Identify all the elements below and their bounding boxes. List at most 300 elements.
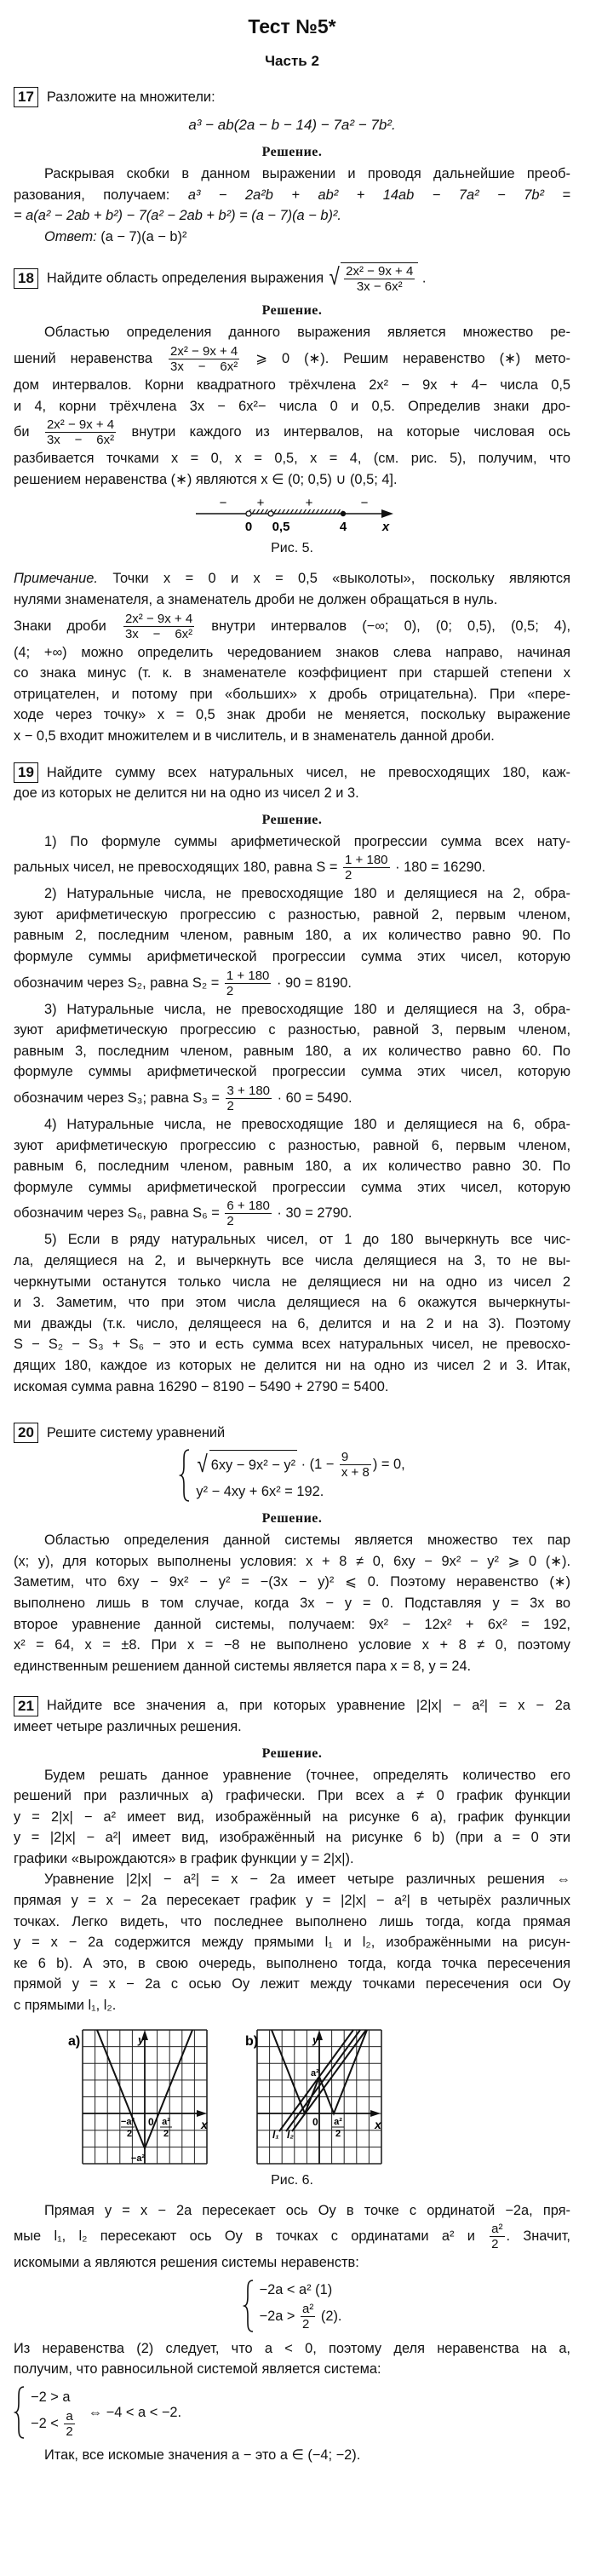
- text-run: ла, делящиеся на 2, и вычеркнуть все числа делящиеся на 3, то не вы-: [14, 1253, 570, 1268]
- paragraph: [14, 999, 570, 1114]
- paragraph: [14, 1229, 570, 1397]
- text-run: формуле суммы арифметической прогрессии сумма этих чисел, которую: [14, 1064, 570, 1080]
- text-run: · 60 = 5490.: [273, 1090, 352, 1106]
- inequality-system: [14, 2279, 570, 2333]
- fraction-numerator: 9: [340, 1451, 371, 1465]
- equation-line: [31, 2408, 77, 2440]
- brace-icon: [14, 2385, 26, 2440]
- tick-label-denominator: 2: [163, 2128, 169, 2139]
- fraction-numerator: 1 + 180: [345, 853, 388, 868]
- solution-text: [14, 164, 570, 247]
- task-prompt: Разложите на множители:: [46, 89, 215, 105]
- text-run: (a − 7)(a − b)²: [96, 228, 187, 244]
- solution-heading: Решение.: [261, 812, 323, 827]
- vertex-label: −a²: [130, 2153, 146, 2164]
- text-line: [14, 1334, 570, 1355]
- task-header: [14, 87, 570, 107]
- fraction-denominator: x + 8: [341, 1464, 370, 1480]
- fraction: [64, 2410, 74, 2438]
- text-line: [14, 968, 570, 999]
- l1-label: l₁: [272, 2128, 279, 2141]
- paragraph: [14, 1716, 570, 1738]
- text-run: Раскрывая скобки в данном выражении и проводя дальнейшие преоб-: [44, 166, 570, 181]
- text-line: [14, 642, 570, 664]
- text-line: [14, 1272, 570, 1293]
- text-line: [14, 1377, 570, 1398]
- text-run: Найдите область определения выражения: [46, 270, 328, 286]
- text-run: со знака минус (т. к. в знаменателе коэффициент при старшей степени x: [14, 665, 570, 681]
- task-prompt-continued: [14, 1716, 570, 1738]
- paragraph: [14, 783, 570, 804]
- paragraph: [14, 1530, 570, 1676]
- line-l2: [292, 2030, 366, 2131]
- text-run: y = |2|x| − a²| имеет вид, изображённый на рисунке 6 b) (при a = 0 эти: [14, 1830, 570, 1846]
- fraction: [45, 418, 116, 446]
- text-line: [14, 946, 570, 968]
- text-run: зуют арифметическую прогрессию с разностью, равной 6, первым членом,: [14, 1137, 570, 1153]
- text-run: 5) Если в ряду натуральных чисел, от 1 до 180 вычеркнуть все чис-: [44, 1232, 570, 1248]
- text-line: [14, 684, 570, 705]
- part-heading: Часть 2: [265, 53, 319, 69]
- text-run: и 4, корни трёхчлена 3x − 6x²− числа 0 и 0,5. Определив знаки дро-: [14, 398, 570, 414]
- fraction-denominator: 2: [226, 1099, 234, 1114]
- text-run: −2a >: [259, 2309, 299, 2325]
- text-line: [14, 1551, 570, 1573]
- solution-heading: Решение.: [261, 303, 323, 319]
- task-prompt-continued: [14, 783, 570, 804]
- task-number-badge: 18: [14, 268, 38, 289]
- text-line: [14, 611, 570, 642]
- text-line: [14, 2338, 570, 2360]
- text-run: обозначим через S₃; равна S₃ =: [14, 1090, 224, 1106]
- text-line: [14, 1041, 570, 1062]
- text-run: дое из которых не делится ни на одно из чисел 2 и 3.: [14, 785, 359, 802]
- text-run: 4) Натуральные числа, не превосходящие 180 и делящиеся на 6, обра-: [44, 1117, 570, 1133]
- text-run: искомая сумма равна 16290 − 8190 − 5490 + 2790 = 5400.: [14, 1378, 389, 1394]
- text-run: мые l₁, l₂ пересекают ось Oy в точках с ординатами a² и: [14, 2228, 489, 2245]
- figure-caption: Рис. 5.: [271, 541, 313, 556]
- text-line: [14, 417, 570, 448]
- text-run: решений при различных a) графически. При всех a ≠ 0 график функции: [14, 1788, 570, 1804]
- text-line: [14, 1177, 570, 1199]
- text-line: [14, 1785, 570, 1807]
- text-line: [14, 205, 570, 227]
- text-run: ральных чисел, не превосходящих 180, равна S =: [14, 860, 342, 876]
- text-run: точках. Легко видеть, что последнее выполнено лишь тогда, когда прямая: [14, 1913, 570, 1929]
- text-run: отрицателен, и потому при «больших» x дробь отрицательна). При «пере-: [14, 686, 570, 702]
- arrow-icon: [197, 2110, 207, 2117]
- text-line: [14, 185, 570, 206]
- text-line: [14, 1020, 570, 1041]
- fraction: [340, 1451, 371, 1479]
- solution-heading: Решение.: [261, 1511, 323, 1527]
- sign-label: −: [360, 496, 369, 511]
- fraction-denominator: 2: [491, 2237, 499, 2252]
- paragraph: [14, 2338, 570, 2380]
- graph-b-tag: b): [245, 2033, 259, 2049]
- task-prompt: [47, 262, 570, 295]
- solution-text: [14, 1530, 570, 1676]
- paragraph: [14, 1114, 570, 1229]
- filled-point-4: [341, 511, 346, 516]
- text-line: [14, 905, 570, 926]
- text-run: y² − 4xy + 6x² = 192.: [196, 1483, 324, 1499]
- tick-label-numerator: −a²: [120, 2116, 135, 2127]
- text-line: [14, 164, 570, 185]
- text-line: [14, 883, 570, 905]
- equation-line: [260, 2279, 342, 2301]
- text-run: равным 3, последним членом, равным 180, а их количество равно 60. По: [14, 1043, 570, 1059]
- text-run: дящих 180, каждое из которых не делится ни на одно из чисел 2 и 3. Итак,: [14, 1357, 570, 1373]
- task-number-badge: 17: [14, 87, 38, 107]
- text-line: [14, 1807, 570, 1828]
- italic-text: Примечание.: [14, 571, 98, 587]
- system-result: ⇔ −4 < a < −2.: [88, 2404, 182, 2420]
- fraction-numerator: a²: [491, 2222, 503, 2237]
- task-formula: a³ − ab(2a − b − 14) − 7a² − 7b².: [188, 117, 396, 133]
- solution-text: [14, 322, 570, 490]
- text-run: равным 6, последним членом, равным 180, а их количество равно 30. По: [14, 1159, 570, 1175]
- text-line: [14, 1114, 570, 1136]
- open-point-0: [246, 511, 251, 516]
- text-run: нулями знаменателя, а знаменатель дроби не должен обращаться в нуль.: [14, 591, 498, 607]
- text-run: −2 <: [31, 2415, 63, 2431]
- equation-system: [14, 1448, 570, 1503]
- text-line: [14, 999, 570, 1021]
- solution-text: [14, 1765, 570, 2016]
- text-run: обозначим через S₂, равна S₂ =: [14, 975, 223, 991]
- text-line: [14, 663, 570, 684]
- italic-text: Ответ:: [44, 228, 97, 244]
- text-run: внутри интервалов (−∞; 0), (0; 0,5), (0,5; 4),: [196, 618, 570, 634]
- fraction: [225, 969, 271, 998]
- text-line: [14, 448, 570, 469]
- task-header: [14, 1695, 570, 1716]
- solution-text: [14, 2338, 570, 2380]
- text-run: графики «вырождаются» в график функции y = 2|x|).: [14, 1850, 354, 1866]
- fraction-denominator: 3x − 6x²: [170, 359, 238, 374]
- text-line: [14, 783, 570, 804]
- task-18: [14, 262, 570, 746]
- fraction: [226, 1084, 272, 1113]
- task-number-badge: 19: [14, 762, 38, 783]
- text-run: ⩾ 0 (∗). Решим неравенство (∗) мето-: [241, 350, 570, 366]
- radicand: [209, 1450, 297, 1479]
- text-line: [14, 1314, 570, 1335]
- tick-label-numerator: a²: [334, 2116, 342, 2127]
- text-line: [14, 1765, 570, 1786]
- sign-label: +: [256, 496, 265, 511]
- text-line: [14, 343, 570, 375]
- tick-label-numerator: a²: [162, 2116, 170, 2127]
- italic-text: = a(a² − 2ab + b²) − 7(a² − 2ab + b²) = (a − 7)(a − b)².: [14, 208, 341, 224]
- fraction: [225, 1199, 271, 1228]
- text-run: с прямыми l₁, l₂.: [14, 1998, 117, 2014]
- system-equations: [196, 1449, 404, 1503]
- text-run: имеет четыре различных решения.: [14, 1718, 242, 1734]
- radical-sign-icon: √: [197, 1451, 209, 1478]
- solution-heading: Решение.: [261, 1745, 323, 1761]
- text-run: Уравнение |2|x| − a²| = x − 2a имеет четыре различных решения ⇔: [44, 1872, 570, 1888]
- task-number-badge: 20: [14, 1423, 38, 1443]
- tick-label: 0: [244, 520, 253, 535]
- number-line-figure: [0, 495, 596, 536]
- text-run: Знаки дроби: [14, 618, 122, 634]
- text-run: шений неравенства: [14, 350, 168, 366]
- paragraph: [14, 164, 570, 227]
- paragraph: [14, 1765, 570, 1870]
- x-axis-label: x: [375, 2117, 381, 2131]
- text-run: Областью определения данной системы является множество тех пар: [44, 1532, 570, 1549]
- text-run: разбивается точками x = 0, x = 0,5, x = 4, (см. рис. 5), получим, что: [14, 451, 570, 467]
- tick-label: 4: [339, 520, 347, 535]
- solution-heading: Решение.: [261, 145, 323, 159]
- text-line: [14, 1530, 570, 1551]
- text-run: Итак, все искомые значения a − это a ∈ (−4; −2).: [44, 2447, 361, 2463]
- y-axis-label: y: [138, 2033, 145, 2046]
- fraction: [343, 854, 389, 882]
- text-run: . Значит,: [506, 2228, 570, 2245]
- task-prompt: Найдите все значения a, при которых уравнение |2|x| − a²| = x − 2a: [46, 1698, 570, 1714]
- fraction: [490, 2222, 504, 2251]
- text-run: 3) Натуральные числа, не превосходящие 180 и делящиеся на 3, обра-: [44, 1001, 570, 1017]
- system-inequalities: [31, 2386, 77, 2440]
- text-line: [14, 1716, 570, 1738]
- text-run: равным 2, последним членом, равным 180, а их количество равно 90. По: [14, 928, 570, 944]
- text-run: Точки x = 0 и x = 0,5 «выколоты», поскольку являются: [97, 571, 570, 587]
- text-line: [14, 1912, 570, 1933]
- text-run: выполнено лишь в том случае, когда 3x − y = 0. Подставляя y = 3x во: [14, 1595, 570, 1611]
- origin-label: 0: [148, 2115, 154, 2128]
- italic-text: a³ − 2a²b + ab² + 14ab − 7a² − 7b² =: [187, 187, 570, 203]
- text-line: [14, 704, 570, 726]
- fraction-numerator: 2x² − 9x + 4: [170, 343, 238, 359]
- axis-label: x: [381, 520, 390, 535]
- text-run: дом интервалов. Корни квадратного трёхчлена 2x² − 9x + 4− числа 0,5: [14, 377, 570, 393]
- text-run: ке 6 b). А это, в свою очередь, выполнено тогда, когда точка пересечения: [14, 1955, 570, 1971]
- paragraph: [14, 1869, 570, 2015]
- l2-label: l₂: [287, 2128, 294, 2141]
- fraction-numerator: 1 + 180: [226, 968, 270, 983]
- text-line: [14, 1156, 570, 1177]
- fraction-numerator: 2x² − 9x + 4: [346, 264, 414, 279]
- text-run: .: [418, 270, 427, 286]
- fraction-numerator: 2x² − 9x + 4: [124, 611, 193, 626]
- text-line: [14, 1572, 570, 1593]
- text-line: [14, 925, 570, 946]
- conclusion-text: [14, 2445, 570, 2466]
- tick-label: 0,5: [272, 520, 290, 535]
- text-line: [14, 1849, 570, 1870]
- text-line: [14, 375, 570, 396]
- text-run: второе уравнение данной системы, получаем: 9x² − 12x² + 6x² = 192,: [14, 1616, 570, 1632]
- a-squared-label: a²: [311, 2067, 319, 2079]
- fraction: [169, 345, 239, 373]
- text-run: 6xy − 9x² − y²: [210, 1457, 296, 1473]
- text-run: внутри каждого из интервалов, на которые числовая ось: [117, 423, 571, 440]
- task-prompt: Найдите сумму всех натуральных чисел, не превосходящих 180, каж-: [46, 764, 570, 780]
- text-run: ходе через точку» x = 0,5 знак дроби не меняется, поскольку выражение: [14, 707, 570, 723]
- fraction-denominator: 2: [226, 983, 234, 998]
- fraction-denominator: 2: [226, 1214, 234, 1229]
- text-line: [14, 469, 570, 491]
- text-run: получим, что равносильной системой является система:: [14, 2361, 381, 2378]
- text-line: [14, 322, 570, 343]
- arrow-icon: [370, 2110, 381, 2117]
- sign-label: +: [305, 496, 313, 511]
- text-run: ) = 0,: [372, 1456, 405, 1472]
- text-run: y = 2|x| − a² имеет вид, изображённый на рисунке 6 a), график функции: [14, 1808, 570, 1825]
- text-run: искомыми a являются решения системы неравенств:: [14, 2255, 359, 2271]
- text-line: [14, 2200, 570, 2222]
- text-line: [14, 1355, 570, 1377]
- page-title: Тест №5*: [248, 15, 336, 37]
- radical-sign-icon: √: [329, 263, 340, 290]
- text-line: [14, 1251, 570, 1272]
- text-line: [14, 1061, 570, 1083]
- arrow-icon: [381, 509, 393, 518]
- text-run: Прямая y = x − 2a пересекает ось Oy в точке с ординатой −2a, пря-: [44, 2202, 570, 2218]
- text-line: [14, 726, 570, 747]
- paragraph: [14, 2445, 570, 2466]
- text-line: [14, 1136, 570, 1157]
- fraction-numerator: 6 + 180: [226, 1199, 270, 1214]
- text-run: · (1 −: [297, 1456, 338, 1472]
- fraction-numerator: a²: [302, 2302, 314, 2317]
- text-run: Областью определения данного выражения является множество ре-: [44, 325, 570, 341]
- text-line: [14, 2252, 570, 2274]
- text-run: би: [14, 423, 43, 440]
- text-run: Из неравенства (2) следует, что a < 0, поэтому деля неравенства на a,: [14, 2340, 570, 2356]
- text-run: прямая y = x − 2a пересекает график y = |2|x| − a²| в четырёх различных: [14, 1893, 570, 1909]
- text-line: [14, 1995, 570, 2016]
- paragraph: [14, 322, 570, 490]
- system-inequalities: [260, 2279, 342, 2332]
- text-run: S − S₂ − S₃ + S₆ − это и есть сумма всех натуральных чисел, не превосхо-: [14, 1337, 570, 1353]
- fraction-denominator: 2: [66, 2424, 73, 2439]
- paragraph: [14, 831, 570, 884]
- text-line: [14, 396, 570, 417]
- paragraph: [14, 227, 570, 248]
- text-line: [14, 1292, 570, 1314]
- paragraph: [14, 2200, 570, 2274]
- equation-line: [31, 2386, 77, 2408]
- task-19: [14, 762, 570, 1398]
- text-line: [14, 1593, 570, 1614]
- solution-text: [14, 831, 570, 1397]
- text-run: и 3. Заметим, что при этом числа делящиеся на 6 окажутся вычеркнуты-: [14, 1295, 570, 1311]
- equation-line: [196, 1481, 404, 1503]
- text-line: [14, 2221, 570, 2252]
- text-run: зуют арифметическую прогрессию с разностью, равной 2, первым членом,: [14, 906, 570, 923]
- task-header: [14, 262, 570, 295]
- fraction: [344, 265, 415, 293]
- open-point-0-5: [268, 511, 273, 516]
- fraction-denominator: 3x − 6x²: [356, 279, 403, 295]
- figure-caption: Рис. 6.: [271, 2172, 313, 2188]
- text-run: (2).: [317, 2309, 342, 2325]
- equation-line: [196, 1449, 404, 1481]
- text-line: [14, 1614, 570, 1636]
- task-prompt: Решите систему уравнений: [46, 1424, 226, 1440]
- task-21: [14, 1695, 570, 2465]
- text-run: черкнутыми останутся только числа не делящиеся ни на одно из чисел 2: [14, 1274, 570, 1290]
- text-run: x² = 64, x = ±8. При x = −8 не выполнено условие x + 8 ≠ 0, поэтому: [14, 1637, 570, 1653]
- task-number-badge: 21: [14, 1696, 38, 1716]
- square-root: [328, 262, 419, 295]
- fraction-numerator: a: [66, 2408, 73, 2424]
- graphs-figure: [0, 2025, 596, 2168]
- text-line: [14, 831, 570, 853]
- text-line: [14, 1827, 570, 1849]
- text-line: [14, 1635, 570, 1656]
- text-run: Будем решать данное уравнение (точнее, определять количество его: [44, 1767, 570, 1783]
- text-line: [14, 1953, 570, 1975]
- y-axis-label: y: [312, 2033, 319, 2046]
- text-run: обозначим через S₆, равна S₆ =: [14, 1205, 224, 1222]
- text-run: −2 > a: [31, 2389, 71, 2405]
- paragraph: [14, 883, 570, 998]
- square-root: [196, 1450, 297, 1479]
- fraction: [301, 2303, 315, 2331]
- text-line: [14, 2359, 570, 2380]
- text-run: · 30 = 2790.: [272, 1205, 352, 1222]
- tick-label-denominator: 2: [335, 2128, 341, 2139]
- text-run: решением неравенства (∗) являются x ∈ (0; 0,5) ∪ (0,5; 4].: [14, 471, 398, 487]
- text-line: [14, 589, 570, 611]
- equivalent-system: [14, 2385, 570, 2440]
- tick-label-denominator: 2: [126, 2128, 133, 2139]
- task-20: [14, 1423, 570, 1676]
- fraction-numerator: 2x² − 9x + 4: [46, 417, 115, 433]
- brace-icon: [243, 2279, 255, 2333]
- text-line: [14, 1869, 570, 1890]
- fraction-denominator: 2: [302, 2317, 310, 2332]
- fraction: [123, 612, 194, 641]
- text-line: [14, 1890, 570, 1912]
- text-line: [14, 1656, 570, 1677]
- text-line: [14, 852, 570, 883]
- text-run: формуле суммы арифметической прогрессии сумма этих чисел, которую: [14, 1179, 570, 1195]
- equation-line: [260, 2301, 342, 2332]
- task-header: [14, 762, 570, 784]
- text-line: [14, 1974, 570, 1995]
- text-run: ми дважды (т.к. число, делящееся на 6, делится и на 2 и на 3). Поэтому: [14, 1315, 570, 1331]
- text-line: [14, 1229, 570, 1251]
- text-run: −2a < a² (1): [259, 2282, 333, 2298]
- task-header: [14, 1423, 570, 1443]
- text-run: разования, получаем:: [14, 187, 188, 203]
- radicand: [341, 262, 418, 295]
- fraction-denominator: 2: [345, 868, 352, 883]
- text-run: прямой y = x − 2a с осью Oy лежит между точками пересечения оси Oy: [14, 1976, 570, 1992]
- text-run: x − 0,5 входит множителем и в числитель, и в знаменатель данной дроби.: [14, 727, 495, 744]
- sign-label: −: [219, 496, 227, 511]
- task-17: [14, 87, 570, 247]
- fraction-denominator: 3x − 6x²: [124, 626, 193, 641]
- text-line: [14, 1932, 570, 1953]
- fraction-numerator: 3 + 180: [226, 1084, 271, 1099]
- text-run: единственным решением данной системы является пара x = 8, y = 24.: [14, 1658, 472, 1674]
- line-y-x-2a: [286, 2030, 360, 2131]
- text-run: y = x − 2a содержится между прямыми l₁ и l₂, изображёнными на рисун-: [14, 1935, 570, 1951]
- text-run: · 180 = 16290.: [391, 860, 486, 876]
- graph-a-tag: a): [68, 2033, 81, 2049]
- text-run: 2) Натуральные числа, не превосходящие 180 и делящиеся на 2, обра-: [44, 886, 570, 902]
- paragraph: [14, 568, 570, 610]
- text-run: (4; +∞) можно определить чередованием знаков слева направо, начиная: [14, 644, 570, 660]
- solution-text: [14, 2200, 570, 2274]
